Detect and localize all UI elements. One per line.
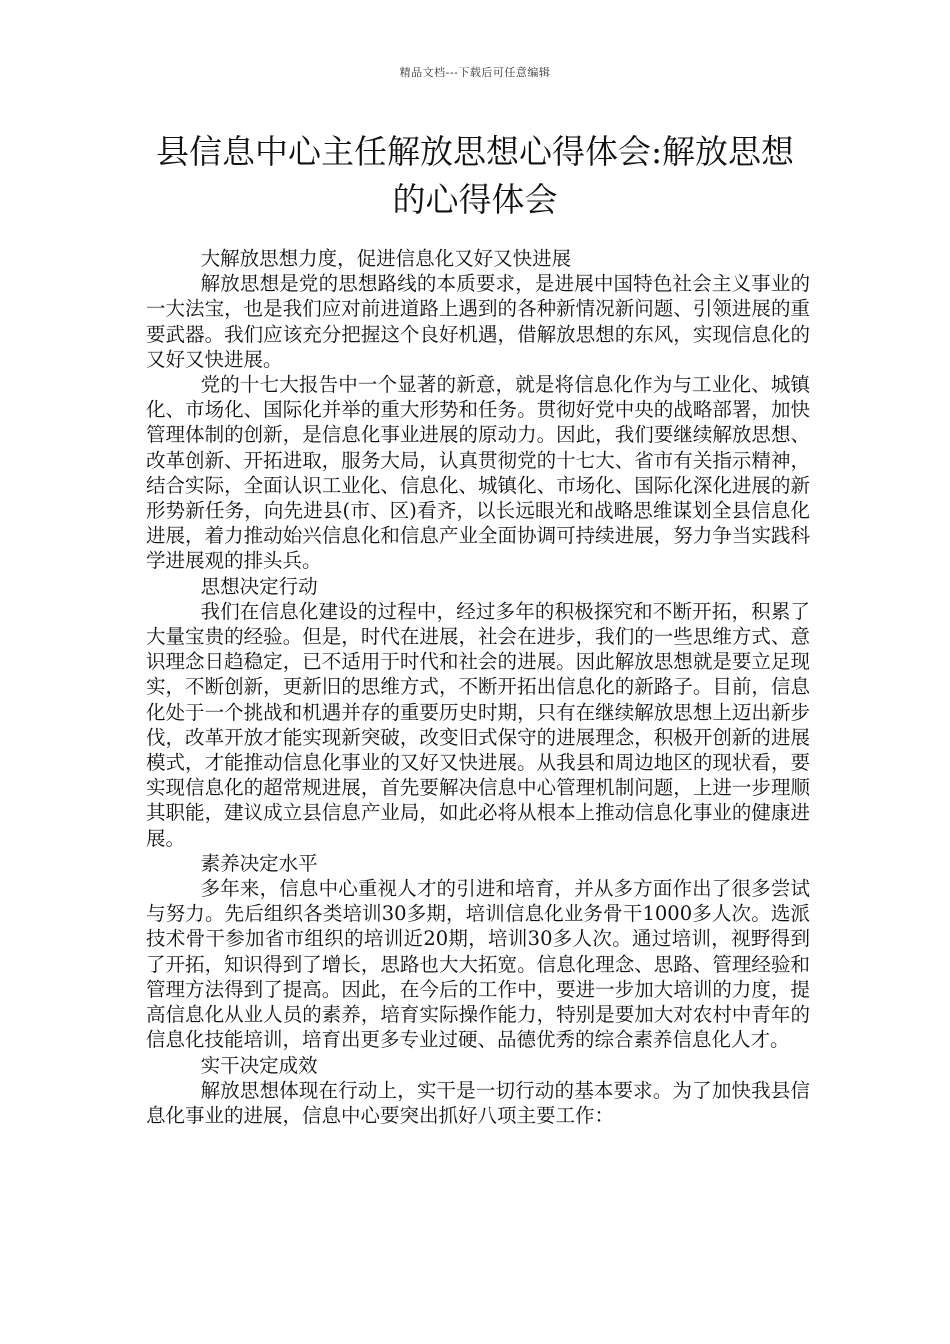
- document-body: [146, 246, 810, 1128]
- header-note: 精品文档---下载后可任意编辑: [399, 66, 551, 79]
- body-paragraph: 多年来，信息中心重视人才的引进和培育，并从多方面作出了很多尝试与努力。先后组织各类培训30多期，培训信息化业务骨干1000多人次。选派技术骨干参加省市组织的培训近20期，培训30多人次。通过培训，视野得到了开拓，知识得到了增长，思路也大大拓宽。信息化理念、思路、管理经验和管理方法得到了提高。因此，在今后的工作中，要进一步加大培训的力度，提高信息化从业人员的素养，培育实际操作能力，特别是要加大对农村中青年的信息化技能培训，培育出更多专业过硬、品德优秀的综合素养信息化人才。: [146, 877, 810, 1052]
- section-heading: 大解放思想力度，促进信息化又好又快进展: [200, 247, 572, 270]
- body-paragraph: 解放思想体现在行动上，实干是一切行动的基本要求。为了加快我县信息化事业的进展，信息中心要突出抓好八项主要工作：: [146, 1078, 810, 1127]
- section-heading: 实干决定成效: [200, 1053, 318, 1077]
- section-heading: 思想决定行动: [200, 574, 318, 598]
- document-title: 县信息中心主任解放思想心得体会:解放思想的心得体会: [155, 132, 795, 219]
- body-paragraph: 党的十七大报告中一个显著的新意，就是将信息化作为与工业化、城镇化、市场化、国际化并举的重大形势和任务。贯彻好党中央的战略部署，加快管理体制的创新，是信息化事业进展的原动力。因此，我们要继续解放思想、改革创新、开拓进取，服务大局，认真贯彻党的十七大、省市有关指示精神，结合实际，全面认识工业化、信息化、城镇化、市场化、国际化深化进展的新形势新任务，向先进县(市、区)看齐，以长远眼光和战略思维谋划全县信息化进展，着力推动始兴信息化和信息产业全面协调可持续进展，努力争当实践科学进展观的排头兵。: [146, 373, 810, 573]
- body-paragraph: 我们在信息化建设的过程中，经过多年的积极探究和不断开拓，积累了大量宝贵的经验。但是，时代在进展，社会在进步，我们的一些思维方式、意识理念日趋稳定，已不适用于时代和社会的进展。因此解放思想就是要立足现实，不断创新，更新旧的思维方式，不断开拓出信息化的新路子。目前，信息化处于一个挑战和机遇并存的重要历史时期，只有在继续解放思想上迈出新步伐，改革开放才能实现新突破，改变旧式保守的进展理念，积极开创新的进展模式，才能推动信息化事业的又好又快进展。从我县和周边地区的现状看，要实现信息化的超常规进展，首先要解决信息中心管理机制问题，上进一步理顺其职能，建议成立县信息产业局，如此必将从根本上推动信息化事业的健康进展。: [146, 599, 810, 850]
- body-paragraph: 解放思想是党的思想路线的本质要求，是进展中国特色社会主义事业的一大法宝，也是我们应对前进道路上遇到的各种新情况新问题、引领进展的重要武器。我们应该充分把握这个良好机遇，借解放思想的东风，实现信息化的又好又快进展。: [146, 272, 810, 371]
- section-heading: 素养决定水平: [200, 851, 318, 875]
